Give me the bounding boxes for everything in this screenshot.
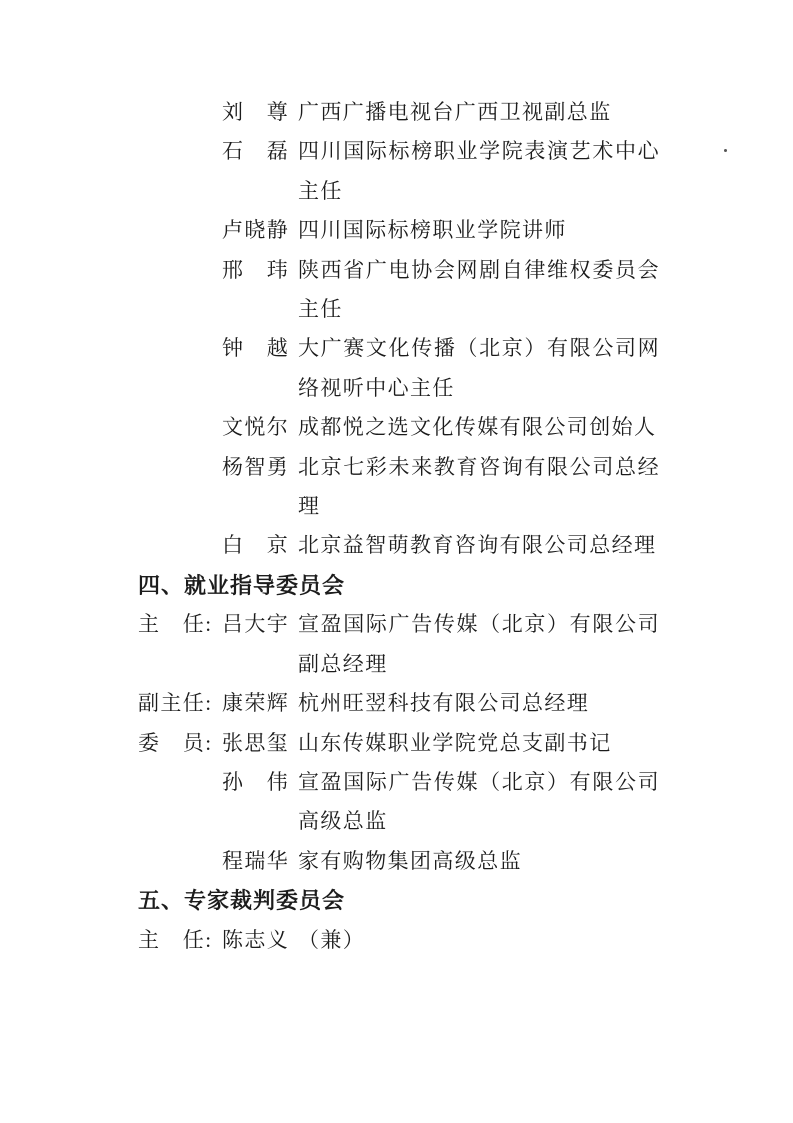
member-name: 卢晓静 <box>222 218 290 243</box>
member-row <box>138 763 663 842</box>
member-title: 山东传媒职业学院党总支副书记 <box>298 730 612 755</box>
member-name: 程瑞华 <box>222 848 290 873</box>
member-title: 广西广播电视台广西卫视副总监 <box>298 100 612 124</box>
member-role-label: 主 任: <box>138 612 213 637</box>
member-row <box>138 724 663 763</box>
member-row <box>138 684 663 723</box>
member-row <box>138 251 663 330</box>
member-name: 陈志义 <box>222 927 290 952</box>
member-name: 杨智勇 <box>222 454 290 479</box>
member-row <box>138 842 663 881</box>
member-row <box>138 408 663 447</box>
member-title: 四川国际标榜职业学院讲师 <box>298 218 567 243</box>
member-name: 吕大宇 <box>222 612 290 637</box>
member-name: 张思玺 <box>222 730 290 755</box>
member-title: 北京益智萌教育咨询有限公司总经理 <box>298 533 657 558</box>
member-title: 宣盈国际广告传媒（北京）有限公司高级总监 <box>298 769 660 834</box>
member-row <box>138 93 663 132</box>
member-title: 陕西省广电协会网剧自律维权委员会主任 <box>298 257 660 322</box>
member-title: 杭州旺翌科技有限公司总经理 <box>298 691 590 716</box>
member-title: 四川国际标榜职业学院表演艺术中心主任 <box>298 139 660 203</box>
committee-member-list <box>138 93 663 960</box>
member-title: 北京七彩未来教育咨询有限公司总经理 <box>298 454 660 519</box>
member-name: 邢 玮 <box>222 257 290 282</box>
member-name: 文悦尔 <box>222 415 290 440</box>
member-title: （兼） <box>298 927 366 952</box>
member-name: 孙 伟 <box>222 769 290 794</box>
member-row <box>138 526 663 565</box>
member-role-label: 主 任: <box>138 927 213 952</box>
member-role-label: 副主任: <box>138 691 213 716</box>
member-name: 康荣辉 <box>222 691 290 716</box>
member-row <box>138 605 663 684</box>
section-heading: 四、就业指导委员会 <box>138 572 346 598</box>
member-row <box>138 132 663 211</box>
member-title: 家有购物集团高级总监 <box>298 848 522 873</box>
member-name: 钟 越 <box>222 336 290 361</box>
section-heading: 五、专家裁判委员会 <box>138 888 346 914</box>
member-name: 刘 尊 <box>222 100 290 124</box>
scan-speck <box>724 149 727 152</box>
member-title: 大广赛文化传播（北京）有限公司网络视听中心主任 <box>298 336 660 400</box>
member-role-label: 委 员: <box>138 730 213 755</box>
member-row <box>138 211 663 250</box>
member-row <box>138 329 663 408</box>
member-row <box>138 921 663 960</box>
member-name: 白 京 <box>222 533 290 558</box>
member-title: 成都悦之选文化传媒有限公司创始人 <box>298 415 657 440</box>
member-title: 宣盈国际广告传媒（北京）有限公司副总经理 <box>298 612 660 676</box>
member-row <box>138 448 663 527</box>
member-name: 石 磊 <box>222 139 290 164</box>
